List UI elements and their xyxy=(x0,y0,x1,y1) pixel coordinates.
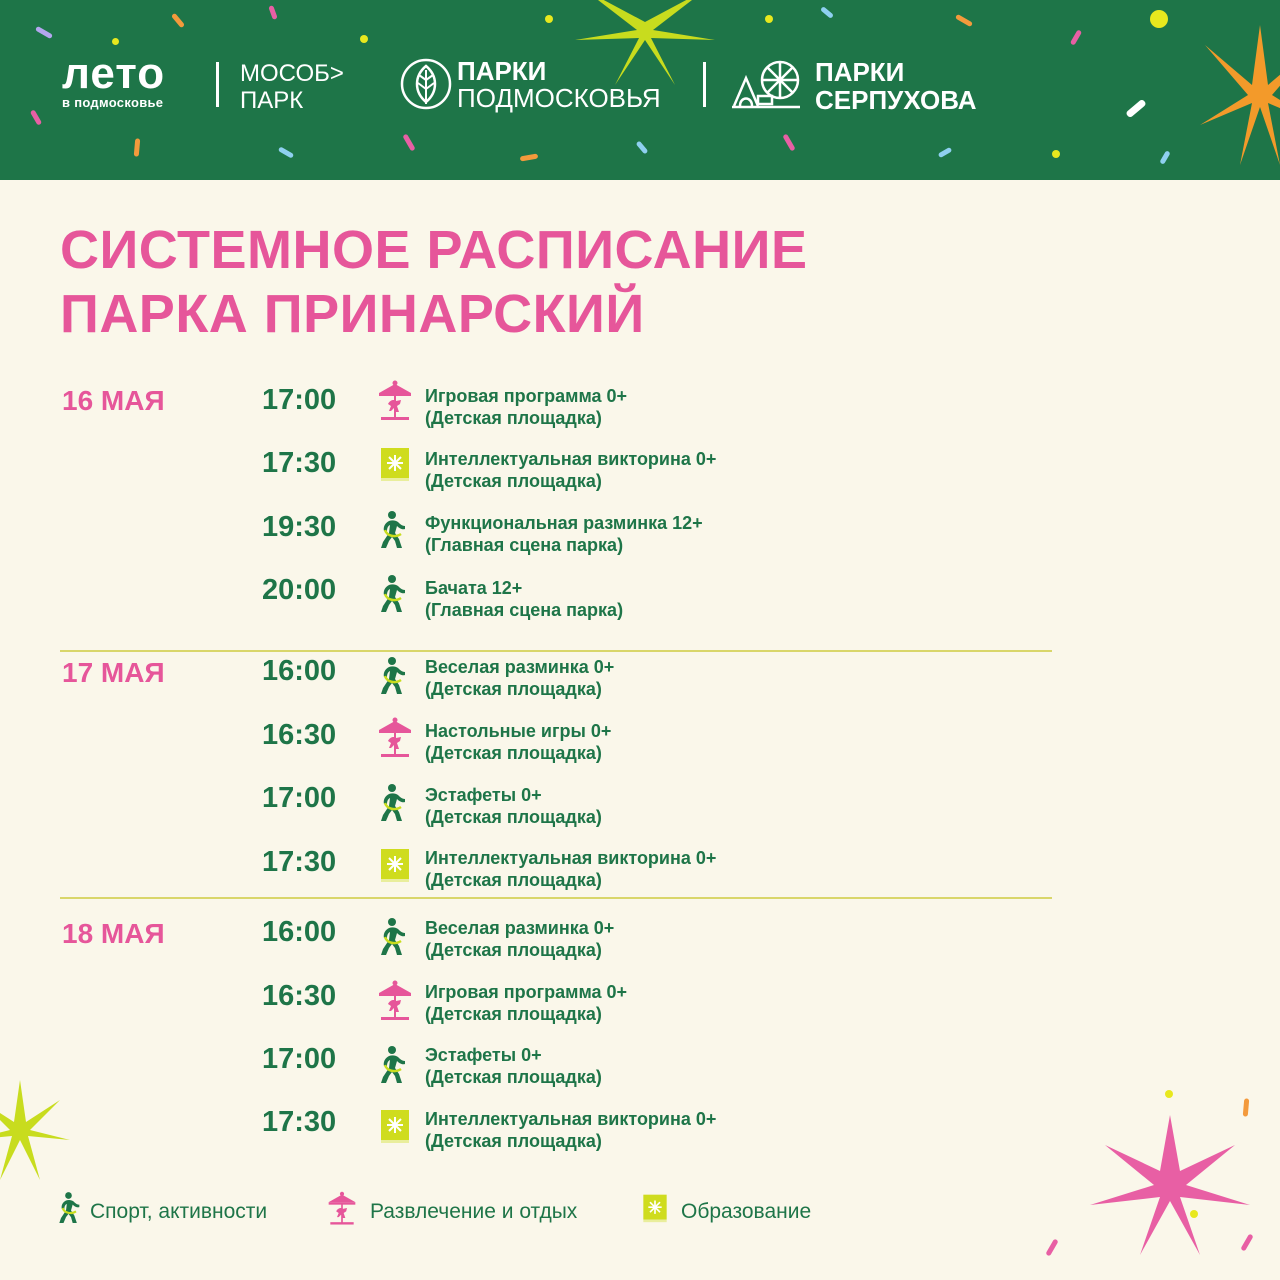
confetti xyxy=(112,38,119,45)
confetti xyxy=(1159,150,1170,165)
mosoblpark-line2: ПАРК xyxy=(240,87,304,114)
runner-icon xyxy=(377,510,413,550)
event-info xyxy=(425,847,716,891)
event-place: (Детская площадка) xyxy=(425,1067,602,1087)
day-divider xyxy=(60,650,1052,652)
event-name: Эстафеты 0+ xyxy=(425,785,542,805)
confetti xyxy=(820,6,834,19)
event-name: Интеллектуальная викторина 0+ xyxy=(425,449,717,469)
confetti xyxy=(402,133,415,151)
leaf-icon xyxy=(400,58,452,110)
runner-icon xyxy=(56,1190,86,1226)
event-name: Веселая разминка 0+ xyxy=(425,657,615,677)
starburst-decoration xyxy=(1200,20,1280,170)
event-info xyxy=(425,512,703,556)
event-name: Эстафеты 0+ xyxy=(425,1045,542,1065)
event-name: Функциональная разминка 12+ xyxy=(425,513,703,533)
confetti xyxy=(765,15,773,23)
confetti xyxy=(1150,10,1168,28)
event-time: 17:00 xyxy=(262,1043,337,1075)
mosoblpark-logo xyxy=(240,60,344,114)
confetti xyxy=(636,141,649,155)
carousel-icon xyxy=(377,380,413,420)
runner-icon xyxy=(377,656,413,696)
event-name: Интеллектуальная викторина 0+ xyxy=(425,848,717,868)
runner-icon xyxy=(377,783,413,823)
event-time: 19:30 xyxy=(262,511,337,543)
event-info xyxy=(425,1108,716,1152)
park-wheel-icon xyxy=(730,56,802,112)
event-name: Интеллектуальная викторина 0+ xyxy=(425,1109,717,1129)
event-name: Игровая программа 0+ xyxy=(425,982,628,1002)
confetti xyxy=(1165,1090,1173,1098)
event-time: 17:30 xyxy=(262,1106,337,1138)
event-info xyxy=(425,385,627,429)
legend-sport: Спорт, активности xyxy=(90,1200,268,1223)
event-time: 17:30 xyxy=(262,447,337,479)
event-place: (Детская площадка) xyxy=(425,1131,602,1151)
event-info xyxy=(425,981,627,1025)
runner-icon xyxy=(377,917,413,957)
event-name: Игровая программа 0+ xyxy=(425,386,628,406)
event-time: 17:00 xyxy=(262,782,337,814)
event-place: (Детская площадка) xyxy=(425,471,602,491)
event-time: 16:00 xyxy=(262,655,337,687)
event-place: (Главная сцена парка) xyxy=(425,535,624,555)
event-time: 20:00 xyxy=(262,574,337,606)
confetti xyxy=(268,5,277,20)
day-date: 16 МАЯ xyxy=(62,385,165,416)
leto-logo-subtitle: в подмосковье xyxy=(62,95,164,110)
event-place: (Детская площадка) xyxy=(425,940,602,960)
page-title-line2: ПАРКА ПРИНАРСКИЙ xyxy=(60,284,645,344)
event-place: (Детская площадка) xyxy=(425,679,602,699)
event-place: (Детская площадка) xyxy=(425,807,602,827)
day-divider xyxy=(60,897,1052,899)
event-name: Бачата 12+ xyxy=(425,578,523,598)
event-info xyxy=(425,784,602,828)
event-time: 16:00 xyxy=(262,916,337,948)
book-icon xyxy=(640,1190,670,1226)
runner-icon xyxy=(377,574,413,614)
event-info xyxy=(425,720,611,764)
carousel-icon xyxy=(377,717,413,757)
confetti xyxy=(1070,29,1082,45)
book-icon xyxy=(377,444,413,484)
confetti xyxy=(545,15,553,23)
parki-podm-line2: ПОДМОСКОВЬЯ xyxy=(457,83,661,113)
event-time: 17:30 xyxy=(262,846,337,878)
book-icon xyxy=(377,1106,413,1146)
carousel-icon xyxy=(377,980,413,1020)
day-date: 17 МАЯ xyxy=(62,657,165,688)
confetti xyxy=(278,146,294,158)
confetti xyxy=(782,133,795,151)
book-icon xyxy=(377,845,413,885)
page-title xyxy=(60,218,808,346)
leto-logo-title: лето xyxy=(62,49,166,98)
event-info xyxy=(425,1044,602,1088)
day-date: 18 МАЯ xyxy=(62,918,165,949)
parki-podmoskovya-logo xyxy=(457,58,661,112)
confetti xyxy=(171,13,185,28)
parki-podm-line1: ПАРКИ xyxy=(457,56,547,86)
confetti xyxy=(35,26,53,39)
event-time: 16:30 xyxy=(262,719,337,751)
event-place: (Главная сцена парка) xyxy=(425,600,624,620)
parki-serpukhova-logo xyxy=(815,58,976,114)
event-name: Веселая разминка 0+ xyxy=(425,918,615,938)
runner-icon xyxy=(377,1045,413,1085)
parki-serp-line2: СЕРПУХОВА xyxy=(815,85,977,115)
confetti xyxy=(30,109,42,125)
confetti xyxy=(360,35,368,43)
event-info xyxy=(425,577,623,621)
event-name: Настольные игры 0+ xyxy=(425,721,612,741)
confetti xyxy=(1190,1210,1198,1218)
mosoblpark-line1: МОСОБ> xyxy=(240,60,344,87)
parki-serp-line1: ПАРКИ xyxy=(815,57,905,87)
legend-education: Образование xyxy=(681,1200,812,1223)
event-place: (Детская площадка) xyxy=(425,743,602,763)
confetti xyxy=(1045,1238,1058,1256)
page-title-line1: СИСТЕМНОЕ РАСПИСАНИЕ xyxy=(60,220,808,280)
event-info xyxy=(425,917,614,961)
confetti xyxy=(520,153,539,161)
carousel-icon xyxy=(327,1190,357,1226)
event-time: 16:30 xyxy=(262,980,337,1012)
confetti xyxy=(134,138,141,156)
event-info xyxy=(425,448,716,492)
event-place: (Детская площадка) xyxy=(425,408,602,428)
starburst-decoration xyxy=(0,1075,70,1185)
event-place: (Детская площадка) xyxy=(425,1004,602,1024)
event-time: 17:00 xyxy=(262,384,337,416)
confetti xyxy=(955,14,973,27)
event-info xyxy=(425,656,614,700)
event-place: (Детская площадка) xyxy=(425,870,602,890)
starburst-decoration xyxy=(1085,1110,1255,1260)
confetti xyxy=(938,147,953,158)
logo-divider xyxy=(703,62,706,107)
header-banner xyxy=(0,0,1280,180)
logo-divider xyxy=(216,62,219,107)
confetti xyxy=(1125,99,1146,119)
legend-entertainment: Развлечение и отдых xyxy=(370,1200,578,1223)
confetti xyxy=(1052,150,1060,158)
